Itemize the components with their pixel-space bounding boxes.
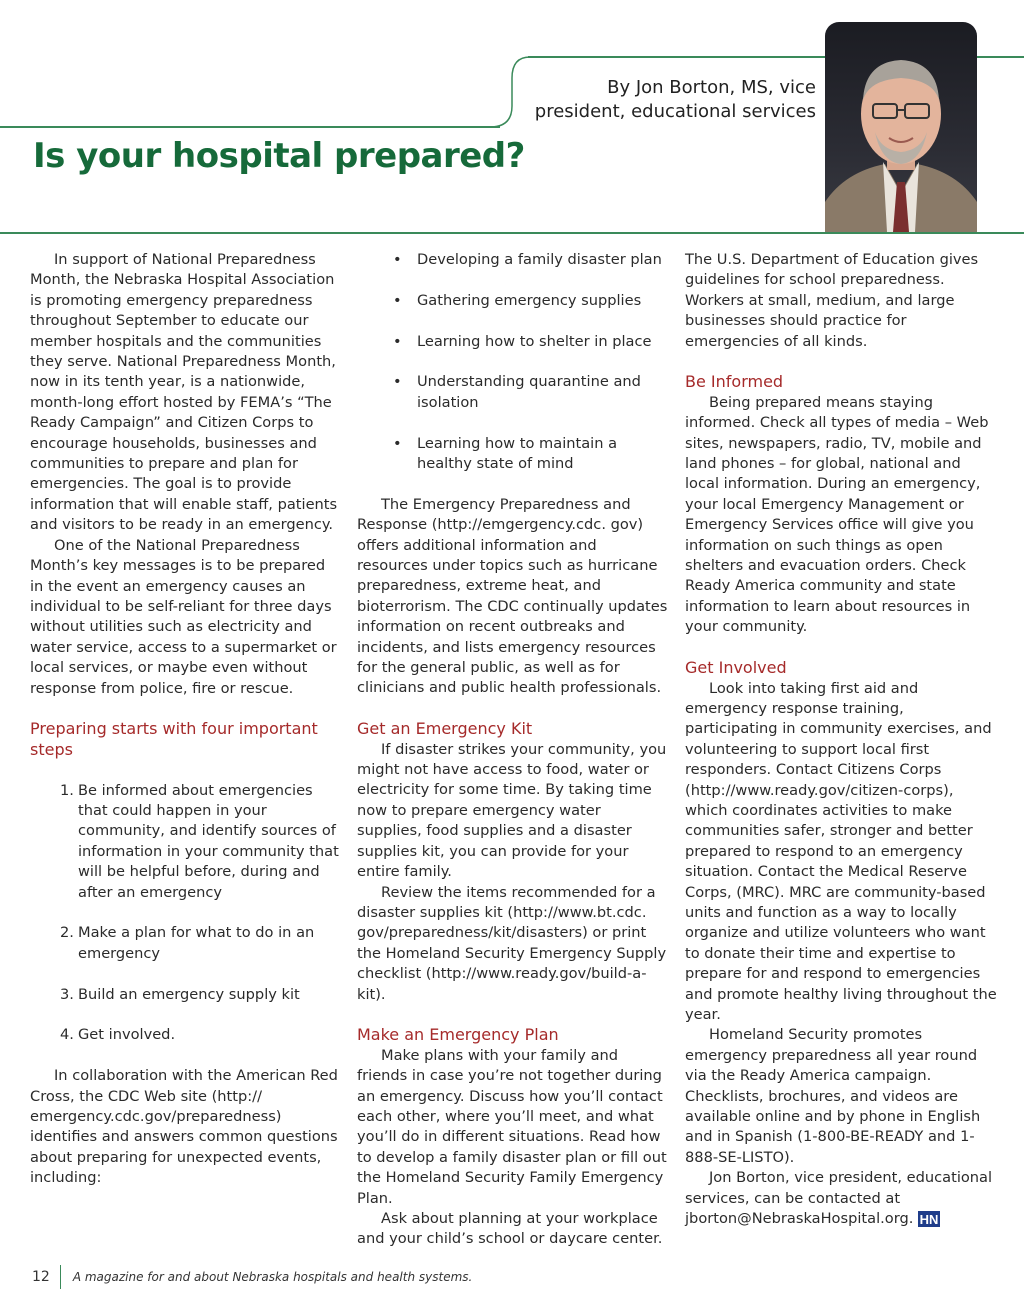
involved-paragraph-1: Look into taking first aid and emergency response training, participating in community exercises, and volunteering to support local first responders. Contact Citizens Corps (http://www.ready.gov/citizen-corps), which coordinates activities to make communities safer, stronger and better prepared to respond to an emergency situation. Contact the Medical Reserve Corps, (MRC). MRC are community-based units and function as a way to locally organize and utilize volunteers who want to donate their time and expertise to prepare for and respond to emergencies and promote healthy living throughout the year. <box>685 679 997 1023</box>
column-2 <box>357 250 669 1250</box>
article-title: Is your hospital prepared? <box>33 136 525 176</box>
plan-heading: Make an Emergency Plan <box>357 1025 559 1045</box>
informed-paragraph: Being prepared means staying informed. Check all types of media – Web sites, newspapers, radio, TV, mobile and land phones – for global, national and local information. During an emergency, your local Emergency Management or Emergency Services office will give you information on such things as open shelters and evacuation orders. Check Ready America community and state information to learn about resources in your community. <box>685 393 989 636</box>
header-rule-bottom <box>0 232 1024 234</box>
kit-paragraph-1: If disaster strikes your community, you might not have access to food, water or electricity for some time. By taking time now to prepare emergency water supplies, food supplies and a disaster supplies kit, you can provide for your entire family. <box>357 740 667 881</box>
kit-heading: Get an Emergency Kit <box>357 719 533 739</box>
step-item: 1. Be informed about emergencies that could happen in your community, and identify sources of information in your community that will be helpful before, during and after an emergency <box>60 781 339 901</box>
footer <box>32 1264 472 1290</box>
steps-heading: Preparing starts with four important steps <box>30 719 318 759</box>
cdc-paragraph: The Emergency Preparedness and Response (http://emgergency.cdc. gov) offers additional information and resources under topics such as hurricane preparedness, extreme heat, and bioterrorism. The CDC continually updates information on recent outbreaks and incidents, and lists emergency resources for the general public, as well as for clinicians and public health professionals. <box>357 495 668 697</box>
step-item: 4. Get involved. <box>60 1026 176 1044</box>
bullet-item: • Developing a family disaster plan <box>393 251 662 268</box>
header-rule-left <box>0 126 500 128</box>
column-1 <box>30 250 340 1189</box>
byline-line1: By Jon Borton, MS, vice <box>607 77 816 98</box>
svg-text:HN: HN <box>919 1212 939 1228</box>
involved-heading: Get Involved <box>685 658 787 678</box>
key-message-paragraph: One of the National Preparedness Month’s key messages is to be prepared in the event an emergency causes an individual to be self-reliant for three days without utilities such as electricity and water service, access to a supermarket or local services, or maybe even without response from police, fire or rescue. <box>30 536 337 697</box>
step-item: 2. Make a plan for what to do in an emergency <box>60 924 315 962</box>
page-number: 12 <box>32 1269 50 1285</box>
bullet-item: • Learning how to maintain a healthy state of mind <box>393 434 618 472</box>
plan-paragraph-2: Ask about planning at your workplace and your child’s school or daycare center. <box>357 1209 663 1248</box>
kit-paragraph-2: Review the items recommended for a disaster supplies kit (http://www.bt.cdc. gov/preparedness/kit/disasters) or print the Homeland Security Emergency Supply checklist (http://www.ready.gov/build-a- kit). <box>357 883 667 1003</box>
bullet-item: • Understanding quarantine and isolation <box>393 373 641 411</box>
byline <box>520 76 816 124</box>
bullet-item: • Learning how to shelter in place <box>393 332 652 350</box>
education-paragraph: The U.S. Department of Education gives guidelines for school preparedness. Workers at small, medium, and large businesses should practice for emergencies of all kinds. <box>685 251 979 350</box>
informed-heading: Be Informed <box>685 372 784 392</box>
plan-paragraph-1: Make plans with your family and friends in case you’re not together during an emergency. Discuss how you’ll contact each other, where you’ll meet, and what you’ll do in different situations. Read how to develop a family disaster plan or fill out the Homeland Security Family Emergency Plan. <box>357 1046 667 1207</box>
hn-logo-icon <box>918 1211 940 1227</box>
collaboration-paragraph: In collaboration with the American Red Cross, the CDC Web site (http:// emergency.cdc.gov/preparedness) identifies and answers common questions about preparing for unexpected events, including: <box>30 1067 338 1187</box>
magazine-tagline: A magazine for and about Nebraska hospitals and health systems. <box>72 1270 473 1284</box>
byline-line2: president, educational services <box>534 101 816 122</box>
footer-divider <box>60 1265 61 1289</box>
bullet-item: • Gathering emergency supplies <box>393 291 642 309</box>
step-item: 3. Build an emergency supply kit <box>60 985 300 1003</box>
column-3 <box>685 250 997 1229</box>
contact-paragraph: Jon Borton, vice president, educational services, can be contacted at jborton@NebraskaHospital.org. HN <box>685 1169 993 1228</box>
intro-paragraph: In support of National Preparedness Month, the Nebraska Hospital Association is promoting emergency preparedness throughout September to educate our member hospitals and the communities they serve. National Preparedness Month, now in its tenth year, is a nationwide, month-long effort hosted by FEMA’s “The Ready Campaign” and Citizen Corps to encourage households, businesses and communities to prepare and plan for emergencies. The goal is to provide information that will enable staff, patients and visitors to be ready in an emergency. <box>30 251 338 534</box>
author-photo <box>825 22 977 232</box>
involved-paragraph-2: Homeland Security promotes emergency preparedness all year round via the Ready America campaign. Checklists, brochures, and videos are available online and by phone in English and in Spanish (1-800-BE-READY and 1-888-SE-LISTO). <box>685 1026 981 1166</box>
